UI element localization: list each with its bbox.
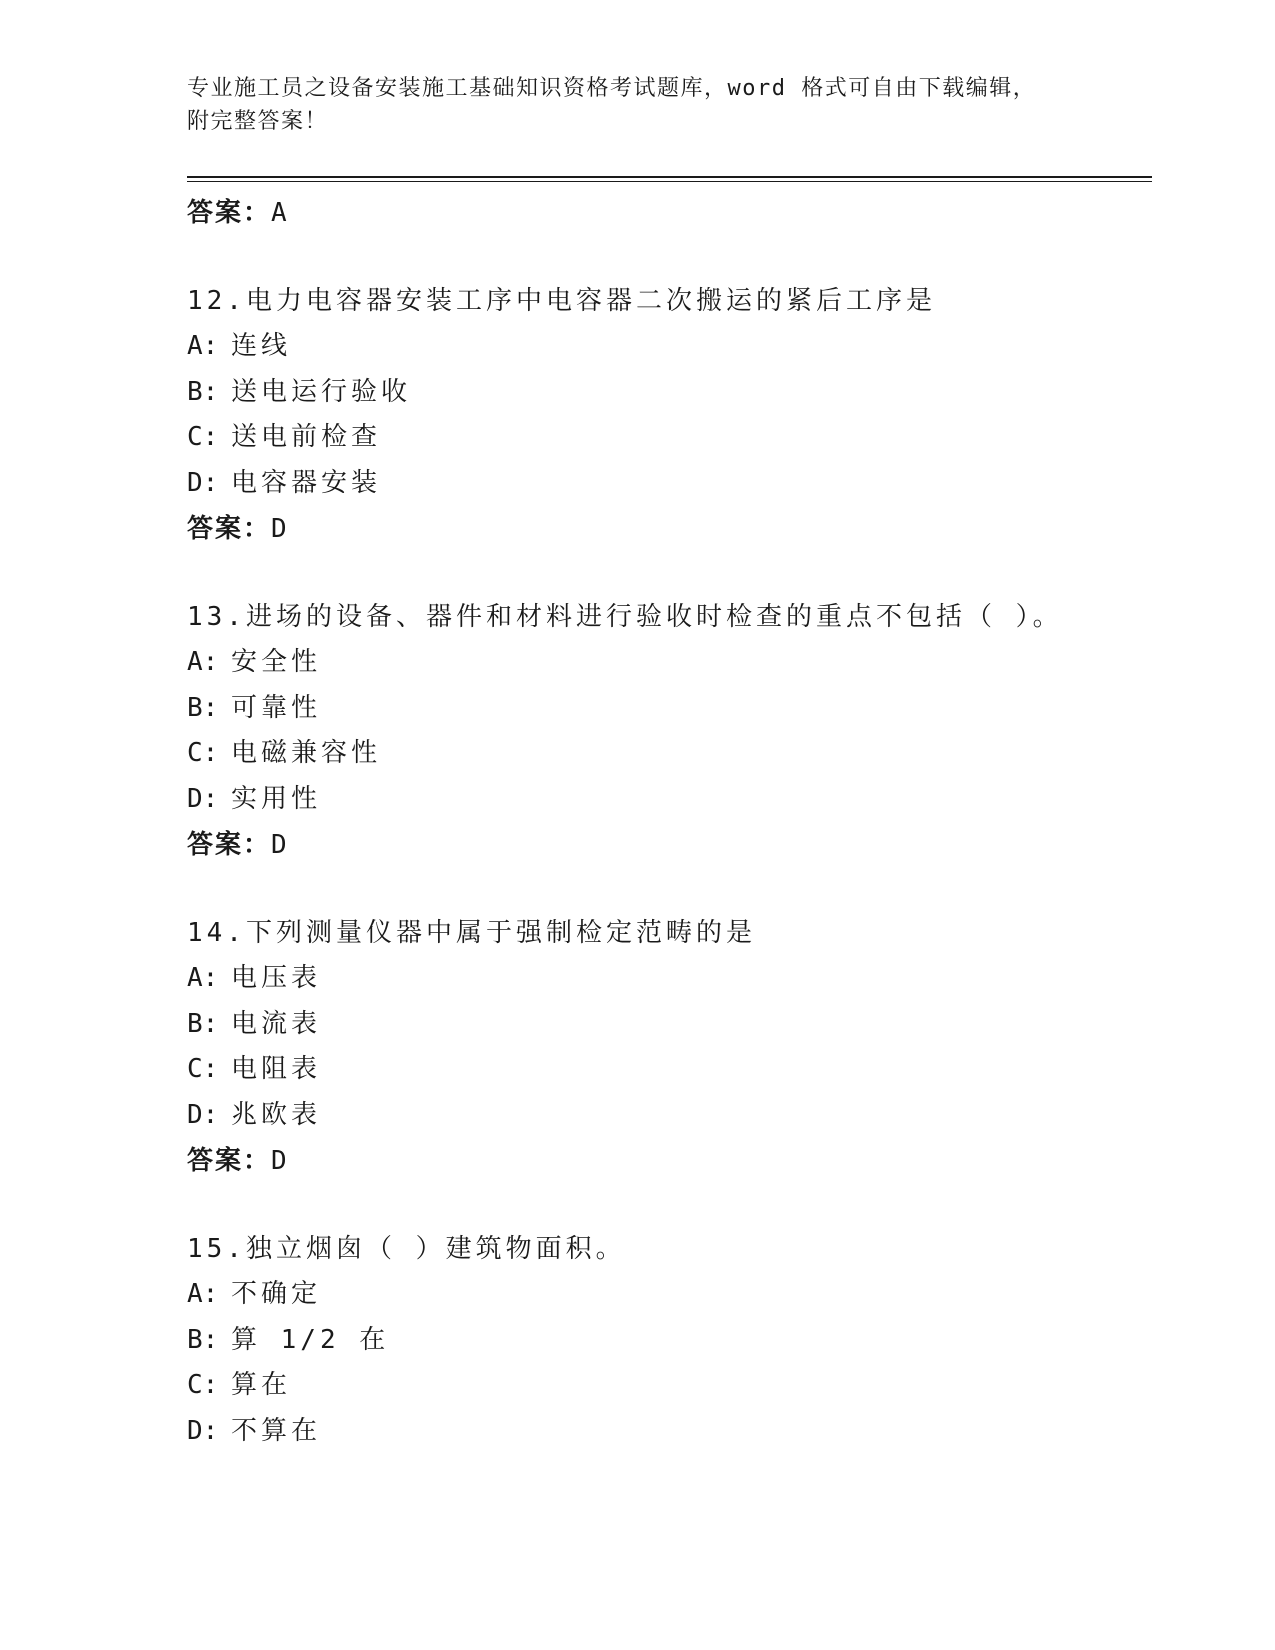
option-b bbox=[187, 1002, 1147, 1048]
option-text: 电阻表 bbox=[231, 1054, 322, 1084]
answer-value: D bbox=[271, 1146, 289, 1176]
answer-value: A bbox=[271, 198, 289, 228]
answer-label: 答案： bbox=[187, 198, 272, 228]
option-key: C: bbox=[187, 738, 219, 768]
option-key: A: bbox=[187, 1279, 219, 1309]
answer-label: 答案： bbox=[187, 514, 272, 544]
option-d bbox=[187, 1409, 1147, 1455]
option-b bbox=[187, 370, 1147, 416]
option-b bbox=[187, 1318, 1147, 1364]
answer-line-prev bbox=[187, 190, 1147, 236]
option-a bbox=[187, 640, 1147, 686]
answer-line bbox=[187, 822, 1147, 868]
option-key: B: bbox=[187, 1008, 219, 1039]
option-text: 电流表 bbox=[231, 1008, 322, 1039]
option-a bbox=[187, 1272, 1147, 1318]
option-c bbox=[187, 1363, 1147, 1409]
answer-label: 答案： bbox=[187, 830, 272, 860]
option-d bbox=[187, 777, 1147, 823]
option-d bbox=[187, 1093, 1147, 1139]
option-key: C: bbox=[187, 422, 219, 452]
header-line-2: 附完整答案！ bbox=[187, 109, 329, 134]
option-a bbox=[187, 956, 1147, 1002]
option-text: 安全性 bbox=[231, 647, 322, 677]
option-key: C: bbox=[187, 1370, 219, 1400]
question-12 bbox=[187, 278, 1147, 552]
question-stem: 14.下列测量仪器中属于强制检定范畴的是 bbox=[187, 918, 756, 948]
document-header bbox=[187, 72, 1067, 138]
option-text: 电压表 bbox=[231, 963, 322, 993]
option-text: 送电运行验收 bbox=[231, 376, 412, 407]
option-d bbox=[187, 461, 1147, 507]
option-c bbox=[187, 731, 1147, 777]
answer-line bbox=[187, 1138, 1147, 1184]
question-15 bbox=[187, 1226, 1147, 1454]
option-key: A: bbox=[187, 331, 219, 361]
question-stem: 13.进场的设备、器件和材料进行验收时检查的重点不包括（ ）。 bbox=[187, 602, 1063, 632]
option-key: A: bbox=[187, 647, 219, 677]
option-key: B: bbox=[187, 692, 219, 723]
option-b bbox=[187, 686, 1147, 732]
option-a bbox=[187, 324, 1147, 370]
option-key: A: bbox=[187, 963, 219, 993]
option-key: D: bbox=[187, 1415, 219, 1446]
spacer bbox=[187, 236, 1147, 278]
option-text: 算在 bbox=[231, 1370, 292, 1400]
option-key: D: bbox=[187, 783, 219, 814]
option-text: 连线 bbox=[231, 331, 292, 361]
option-text: 算 1/2 在 bbox=[231, 1324, 390, 1355]
question-list bbox=[187, 190, 1147, 1454]
option-text: 可靠性 bbox=[231, 692, 322, 723]
question-stem: 15.独立烟囱（ ）建筑物面积。 bbox=[187, 1234, 626, 1264]
option-text: 不算在 bbox=[231, 1415, 322, 1446]
header-divider-thick bbox=[187, 176, 1152, 178]
option-key: D: bbox=[187, 1099, 219, 1130]
spacer bbox=[187, 552, 1147, 594]
option-text: 电容器安装 bbox=[231, 467, 382, 498]
answer-value: D bbox=[271, 830, 289, 860]
option-text: 送电前检查 bbox=[231, 422, 382, 452]
option-text: 实用性 bbox=[231, 783, 322, 814]
option-key: B: bbox=[187, 376, 219, 407]
answer-line bbox=[187, 506, 1147, 552]
option-key: C: bbox=[187, 1054, 219, 1084]
answer-value: D bbox=[271, 514, 289, 544]
option-text: 不确定 bbox=[231, 1279, 322, 1309]
option-c bbox=[187, 1047, 1147, 1093]
question-14 bbox=[187, 910, 1147, 1184]
option-text: 电磁兼容性 bbox=[231, 738, 382, 768]
option-key: B: bbox=[187, 1324, 219, 1355]
question-stem: 12.电力电容器安装工序中电容器二次搬运的紧后工序是 bbox=[187, 286, 936, 316]
spacer bbox=[187, 868, 1147, 910]
option-c bbox=[187, 415, 1147, 461]
answer-label: 答案： bbox=[187, 1146, 272, 1176]
option-text: 兆欧表 bbox=[231, 1099, 322, 1130]
spacer bbox=[187, 1184, 1147, 1226]
option-key: D: bbox=[187, 467, 219, 498]
question-13 bbox=[187, 594, 1147, 868]
header-divider-thin bbox=[187, 181, 1152, 182]
header-line-1: 专业施工员之设备安装施工基础知识资格考试题库，word 格式可自由下载编辑， bbox=[187, 76, 1037, 101]
